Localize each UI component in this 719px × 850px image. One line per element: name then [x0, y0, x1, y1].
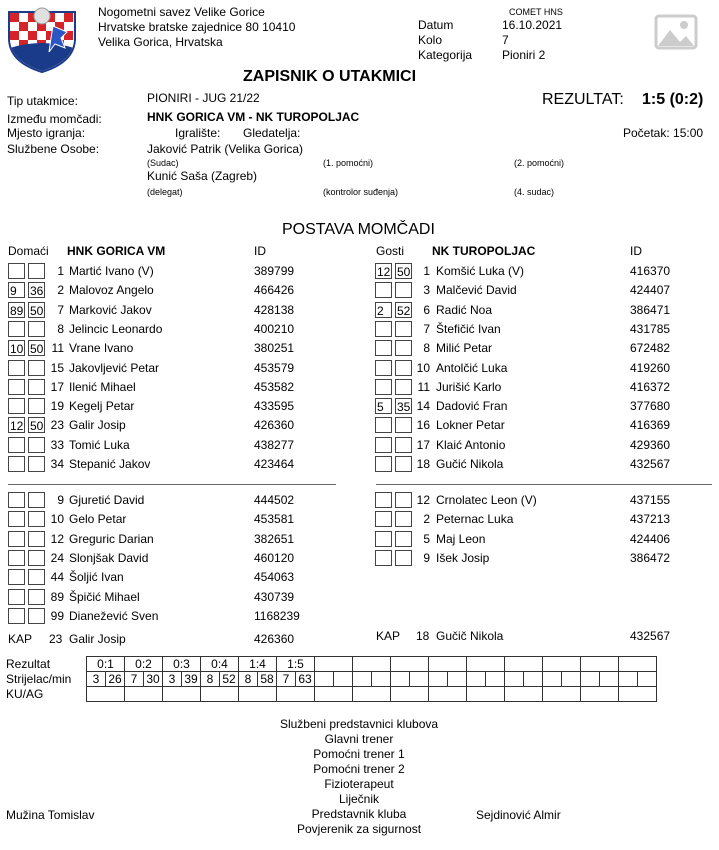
away-sub-min-box	[375, 531, 392, 547]
datum-value: 16.10.2021	[502, 18, 563, 32]
away-sub-min-box	[375, 492, 392, 508]
home-sub-min-box	[28, 531, 45, 547]
away-player-id: 386471	[630, 303, 671, 317]
away-player-name: Antolčić Luka	[436, 361, 508, 375]
home-player-id: 428138	[254, 303, 295, 317]
scorer-cell	[524, 672, 543, 687]
away-player-name: Radić Noa	[436, 303, 493, 317]
kontrolor-role: (kontrolor suđenja)	[323, 187, 399, 197]
home-sub-id: 460120	[254, 551, 295, 565]
away-sub-min-box	[375, 379, 392, 395]
away-kap-num: 18	[416, 629, 430, 643]
home-player-id: 433595	[254, 399, 295, 413]
away-player-number: 7	[423, 322, 430, 336]
home-sub-id: 430739	[254, 590, 295, 604]
home-player-number: 7	[57, 303, 64, 317]
score-cell: 1:4	[239, 657, 277, 672]
home-sub-min-box	[8, 589, 25, 605]
official-role-line: Pomoćni trener 2	[313, 762, 405, 776]
away-sub-min-box: 50	[397, 265, 411, 279]
kuag-cell	[353, 687, 391, 702]
home-player-number: 34	[50, 457, 64, 471]
away-sub-number: 5	[423, 532, 430, 546]
home-player-id: 389799	[254, 264, 295, 278]
home-sub-min-box	[8, 531, 25, 547]
score-cell: 0:4	[201, 657, 239, 672]
home-player-id: 453582	[254, 380, 295, 394]
home-sub-min-box	[28, 456, 45, 472]
home-player-id: 380251	[254, 341, 295, 355]
away-player-id: 424407	[630, 283, 671, 297]
home-sub-min-box	[8, 608, 25, 624]
home-player-name: Marković Jakov	[69, 303, 152, 317]
sudac-role: (Sudac)	[147, 158, 179, 168]
scorer-cell: 7	[277, 672, 296, 687]
away-player-id: 416372	[630, 380, 671, 394]
away-sub-min-box	[395, 340, 412, 356]
away-kap-label: KAP	[376, 629, 401, 643]
away-kap-name: Gučič Nikola	[436, 629, 504, 643]
scorer-cell: 3	[87, 672, 106, 687]
scoring-table	[86, 656, 657, 702]
mjesto-label: Mjesto igranja:	[7, 126, 86, 140]
away-player-id: 672482	[630, 341, 671, 355]
home-sub-min-box: 89	[10, 304, 24, 318]
kuag-row-label: KU/AG	[6, 687, 44, 701]
away-player-name: Lokner Petar	[436, 418, 505, 432]
away-sub-min-box	[375, 437, 392, 453]
home-player-id: 423464	[254, 457, 295, 471]
scorer-cell	[410, 672, 429, 687]
home-player-id: 453579	[254, 361, 295, 375]
kolo-value: 7	[502, 33, 509, 47]
home-kap-num: 23	[49, 632, 63, 646]
scorer-cell: 7	[125, 672, 144, 687]
kuag-cell	[429, 687, 467, 702]
home-sub-min-box	[28, 550, 45, 566]
kolo-label: Kolo	[418, 33, 443, 47]
away-player-id: 416369	[630, 418, 671, 432]
score-cell	[467, 657, 505, 672]
home-player-name: Martić Ivano (V)	[69, 264, 154, 278]
rezultat-row-label: Rezultat	[6, 657, 51, 671]
lineup-title: POSTAVA MOMČADI	[282, 221, 435, 238]
official-role-line: Glavni trener	[324, 732, 394, 746]
sluzbene-label: Službene Osobe:	[7, 142, 100, 156]
home-player-name: Vrane Ivano	[69, 341, 134, 355]
pocetak: Početak: 15:00	[623, 126, 704, 140]
home-sub-name: Slonjšak David	[69, 551, 149, 565]
home-sub-min-box	[8, 360, 25, 376]
home-player-number: 1	[57, 264, 64, 278]
scorer-cell: 30	[144, 672, 163, 687]
scorer-cell	[334, 672, 353, 687]
official-role-line: Predstavnik kluba	[311, 807, 407, 821]
kuag-cell	[201, 687, 239, 702]
away-player-id: 377680	[630, 399, 671, 413]
away-kap-id: 432567	[630, 629, 671, 643]
away-sub-min-box	[375, 282, 392, 298]
scorer-cell	[619, 672, 638, 687]
scorer-cell: 26	[106, 672, 125, 687]
home-sub-min-box	[8, 321, 25, 337]
home-sub-min-box: 50	[30, 304, 44, 318]
home-kap-label: KAP	[8, 632, 33, 646]
kuag-cell	[467, 687, 505, 702]
away-sub-min-box	[395, 321, 412, 337]
away-player-number: 16	[416, 418, 430, 432]
away-sub-min-box	[395, 282, 412, 298]
home-player-number: 15	[50, 361, 64, 375]
away-sub-id: 437155	[630, 493, 671, 507]
kuag-cell	[315, 687, 353, 702]
score-cell	[429, 657, 467, 672]
teams-value: HNK GORICA VM - NK TUROPOLJAC	[147, 110, 360, 124]
delegat-name: Kunić Saša (Zagreb)	[147, 169, 258, 183]
home-player-number: 8	[57, 322, 64, 336]
gledatelja-label: Gledatelja:	[243, 126, 301, 140]
home-sub-number: 24	[50, 551, 64, 565]
away-sub-min-box	[395, 379, 412, 395]
kuag-cell	[505, 687, 543, 702]
scorer-cell	[486, 672, 505, 687]
away-player-number: 10	[416, 361, 430, 375]
home-player-name: Jakovljević Petar	[69, 361, 160, 375]
kuag-cell	[581, 687, 619, 702]
home-sub-min-box	[28, 511, 45, 527]
scorer-cell: 52	[220, 672, 239, 687]
home-sub-number: 12	[50, 532, 64, 546]
kuag-cell	[277, 687, 315, 702]
away-sub-min-box	[375, 360, 392, 376]
home-sub-min-box: 50	[30, 419, 44, 433]
kuag-cell	[163, 687, 201, 702]
away-divider	[376, 484, 712, 485]
official-role-line: Povjerenik za sigurnost	[296, 822, 422, 836]
org-name: Nogometni savez Velike Gorice	[98, 5, 265, 19]
scorer-cell	[429, 672, 448, 687]
away-player-name: Štefičić Ivan	[436, 322, 501, 336]
home-representative: Mužina Tomislav	[6, 808, 95, 822]
away-player-id: 419260	[630, 361, 671, 375]
home-player-id: 400210	[254, 322, 295, 336]
score-cell: 0:3	[163, 657, 201, 672]
home-sub-number: 89	[50, 590, 64, 604]
strijelac-row-label: Strijelac/min	[6, 672, 72, 686]
igraliste-label: Igralište:	[175, 126, 221, 140]
home-sub-name: Gjuretić David	[69, 493, 145, 507]
home-player-number: 17	[50, 380, 64, 394]
away-sub-min-box	[395, 511, 412, 527]
away-sub-min-box	[375, 511, 392, 527]
kuag-cell	[391, 687, 429, 702]
scorer-cell: 39	[182, 672, 201, 687]
scorer-cell	[581, 672, 600, 687]
home-player-name: Malovoz Angelo	[69, 283, 154, 297]
org-address: Hrvatske bratske zajednice 80 10410	[98, 20, 296, 34]
home-sub-min-box	[8, 263, 25, 279]
pomocni2-role: (2. pomoćni)	[514, 158, 565, 168]
score-cell	[353, 657, 391, 672]
kuag-cell	[543, 687, 581, 702]
home-kap-name: Galir Josip	[69, 632, 126, 646]
away-player-name: Dadović Fran	[436, 399, 508, 413]
home-player-name: Stepanić Jakov	[69, 457, 151, 471]
away-player-number: 11	[417, 380, 430, 394]
away-sub-number: 2	[423, 512, 430, 526]
away-sub-min-box: 12	[377, 265, 391, 279]
home-sub-name: Špičić Mihael	[69, 590, 140, 604]
home-sub-min-box	[8, 437, 25, 453]
score-row	[87, 657, 657, 672]
away-player-number: 6	[423, 303, 430, 317]
kuag-cell	[619, 687, 657, 702]
away-player-number: 1	[423, 264, 430, 278]
home-sub-min-box	[28, 263, 45, 279]
kategorija-value: Pioniri 2	[502, 48, 546, 62]
home-sub-min-box	[28, 360, 45, 376]
away-sub-id: 386472	[630, 551, 671, 565]
scorer-cell	[467, 672, 486, 687]
datum-label: Datum	[418, 18, 454, 32]
home-sub-min-box	[8, 511, 25, 527]
away-sub-number: 9	[423, 551, 430, 565]
scorer-cell	[391, 672, 410, 687]
home-sub-min-box	[28, 398, 45, 414]
away-label: Gosti	[376, 244, 405, 258]
score-cell	[391, 657, 429, 672]
home-sub-min-box	[28, 437, 45, 453]
page-title: ZAPISNIK O UTAKMICI	[243, 68, 417, 85]
home-divider	[8, 484, 336, 485]
away-sub-min-box	[395, 417, 412, 433]
home-sub-name: Gelo Petar	[69, 512, 127, 526]
home-sub-min-box	[28, 589, 45, 605]
away-player-number: 14	[416, 399, 430, 413]
away-sub-min-box	[375, 340, 392, 356]
pomocni1-role: (1. pomoćni)	[323, 158, 374, 168]
home-sub-min-box	[28, 379, 45, 395]
score-cell	[505, 657, 543, 672]
home-player-number: 2	[57, 283, 64, 297]
scorer-cell: 3	[163, 672, 182, 687]
home-sub-min-box	[8, 550, 25, 566]
scorer-cell	[372, 672, 391, 687]
club-crest-logo	[5, 4, 79, 74]
away-sub-min-box	[395, 456, 412, 472]
away-player-id: 432567	[630, 457, 671, 471]
away-player-number: 18	[416, 457, 430, 471]
scorer-cell	[448, 672, 467, 687]
kuag-cell	[87, 687, 125, 702]
away-player-id: 416370	[630, 264, 671, 278]
score-cell	[315, 657, 353, 672]
away-player-id: 431785	[630, 322, 671, 336]
score-cell: 0:2	[125, 657, 163, 672]
away-player-number: 8	[423, 341, 430, 355]
away-sub-min-box	[375, 550, 392, 566]
kategorija-label: Kategorija	[418, 48, 473, 62]
official-role-line: Službeni predstavnici klubova	[279, 717, 439, 731]
away-player-name: Milić Petar	[436, 341, 493, 355]
home-sub-number: 10	[50, 512, 64, 526]
home-sub-id: 453581	[254, 512, 295, 526]
rezultat-label: REZULTAT:	[542, 91, 624, 108]
away-sub-id: 437213	[630, 512, 671, 526]
away-player-id: 429360	[630, 438, 671, 452]
away-sub-min-box	[395, 550, 412, 566]
home-sub-min-box	[8, 398, 25, 414]
away-sub-min-box: 52	[397, 304, 411, 318]
official-role-line: Liječnik	[338, 792, 380, 806]
scorer-cell: 8	[239, 672, 258, 687]
home-player-name: Tomić Luka	[69, 438, 130, 452]
home-sub-name: Greguric Darian	[69, 532, 154, 546]
scorer-row	[87, 672, 657, 687]
home-player-number: 23	[50, 418, 64, 432]
home-sub-id: 444502	[254, 493, 295, 507]
away-sub-min-box	[375, 456, 392, 472]
away-sub-name: Išek Josip	[436, 551, 490, 565]
home-sub-number: 9	[57, 493, 64, 507]
away-sub-name: Peternac Luka	[436, 512, 514, 526]
kuag-cell	[125, 687, 163, 702]
away-representative: Sejdinović Almir	[476, 808, 561, 822]
away-id-header: ID	[630, 244, 642, 258]
scorer-cell	[505, 672, 524, 687]
score-cell	[619, 657, 657, 672]
score-cell: 0:1	[87, 657, 125, 672]
score-cell: 1:5	[277, 657, 315, 672]
home-player-id: 426360	[254, 418, 295, 432]
scorer-cell: 63	[296, 672, 315, 687]
home-sub-min-box: 12	[10, 419, 24, 433]
away-sub-min-box	[375, 417, 392, 433]
away-sub-min-box	[375, 321, 392, 337]
home-sub-min-box	[8, 456, 25, 472]
image-placeholder-icon	[654, 12, 698, 52]
scorer-cell: 58	[258, 672, 277, 687]
scorer-cell	[315, 672, 334, 687]
scorer-cell	[543, 672, 562, 687]
away-player-name: Malčević David	[436, 283, 517, 297]
home-sub-name: Dianežević Sven	[69, 609, 159, 623]
away-sub-min-box: 2	[375, 302, 392, 318]
home-player-id: 438277	[254, 438, 295, 452]
scorer-cell: 8	[201, 672, 220, 687]
home-sub-min-box: 50	[30, 342, 44, 356]
tip-label: Tip utakmice:	[7, 94, 78, 108]
home-sub-min-box: 9	[8, 282, 25, 298]
kuag-cell	[239, 687, 277, 702]
away-sub-min-box	[395, 531, 412, 547]
score-cell	[543, 657, 581, 672]
home-kap-id: 426360	[254, 632, 295, 646]
delegat-role: (delegat)	[147, 187, 183, 197]
home-sub-id: 1168239	[254, 609, 300, 623]
away-player-name: Komšić Luka (V)	[436, 264, 525, 278]
home-player-name: Ilenić Mihael	[69, 380, 136, 394]
home-id-header: ID	[254, 244, 266, 258]
home-sub-min-box	[8, 379, 25, 395]
system-label: COMET HNS	[509, 7, 563, 17]
away-sub-min-box: 5	[375, 398, 392, 414]
home-player-name: Kegelj Petar	[69, 399, 135, 413]
home-player-number: 33	[50, 438, 64, 452]
away-sub-min-box	[395, 437, 412, 453]
away-player-number: 3	[423, 283, 430, 297]
away-player-number: 17	[416, 438, 430, 452]
home-sub-min-box	[28, 492, 45, 508]
home-sub-min-box: 36	[30, 284, 44, 298]
home-player-id: 466426	[254, 283, 295, 297]
away-player-name: Jurišić Karlo	[436, 380, 502, 394]
home-sub-min-box	[28, 569, 45, 585]
home-sub-min-box	[8, 569, 25, 585]
home-sub-number: 99	[50, 609, 64, 623]
home-player-name: Jelincic Leonardo	[69, 322, 163, 336]
sudac4-role: (4. sudac)	[514, 187, 555, 197]
away-sub-min-box	[395, 492, 412, 508]
home-sub-min-box: 10	[10, 342, 24, 356]
away-sub-name: Crnolatec Leon (V)	[436, 493, 537, 507]
away-player-name: Klaić Antonio	[436, 438, 506, 452]
home-label: Domaći	[8, 244, 49, 258]
rezultat-value: 1:5 (0:2)	[642, 91, 704, 108]
home-sub-id: 382651	[254, 532, 295, 546]
home-sub-min-box	[28, 321, 45, 337]
away-sub-min-box: 35	[397, 400, 411, 414]
away-sub-number: 12	[416, 493, 430, 507]
score-cell	[581, 657, 619, 672]
official-role-line: Pomoćni trener 1	[313, 747, 405, 761]
org-city: Velika Gorica, Hrvatska	[98, 35, 223, 49]
home-sub-number: 44	[50, 570, 64, 584]
home-sub-id: 454063	[254, 570, 295, 584]
away-sub-name: Maj Leon	[436, 532, 486, 546]
home-team-name: HNK GORICA VM	[67, 244, 166, 258]
home-player-name: Galir Josip	[69, 418, 126, 432]
scorer-cell	[600, 672, 619, 687]
home-sub-min-box	[8, 492, 25, 508]
away-sub-id: 424406	[630, 532, 671, 546]
home-player-number: 19	[50, 399, 64, 413]
izmedu-label: Između momčadi:	[7, 112, 102, 126]
kuag-row	[87, 687, 657, 702]
scorer-cell	[638, 672, 657, 687]
scorer-cell	[562, 672, 581, 687]
home-sub-name: Šoljić Ivan	[69, 570, 124, 584]
scorer-cell	[353, 672, 372, 687]
sudac-name: Jaković Patrik (Velika Gorica)	[147, 142, 304, 156]
tip-value: PIONIRI - JUG 21/22	[147, 91, 260, 105]
home-sub-min-box	[28, 608, 45, 624]
away-sub-min-box	[395, 360, 412, 376]
official-role-line: Fizioterapeut	[324, 777, 394, 791]
away-player-name: Gučić Nikola	[436, 457, 504, 471]
home-player-number: 11	[51, 341, 64, 355]
away-team-name: NK TUROPOLJAC	[432, 244, 536, 258]
